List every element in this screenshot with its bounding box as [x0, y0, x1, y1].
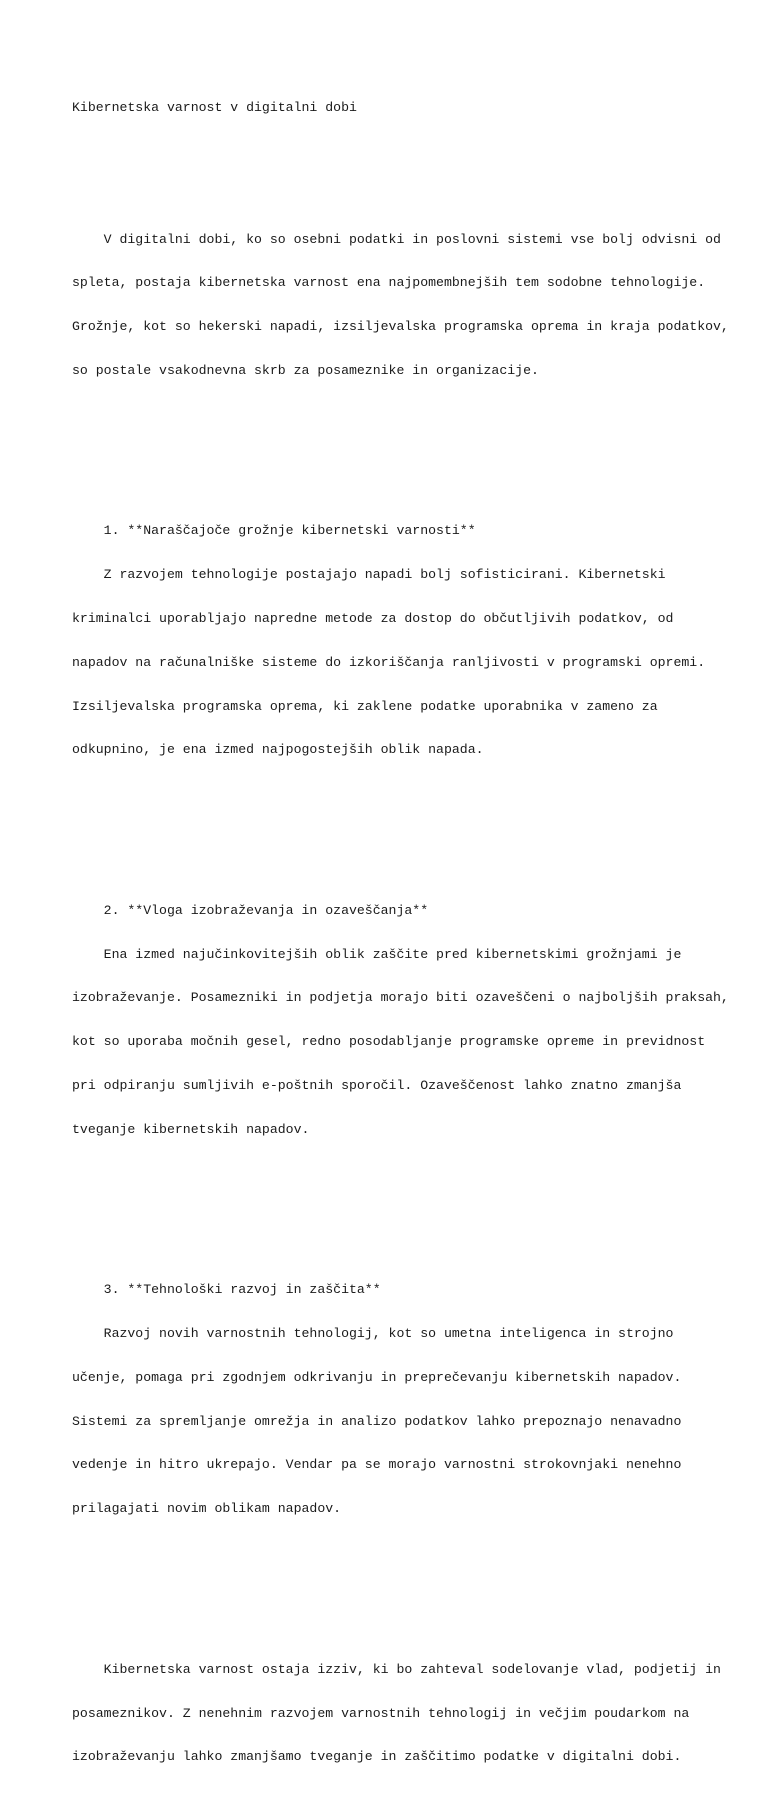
- text-line: Grožnje, kot so hekerski napadi, izsiljevalska programska oprema in kraja podatkov,: [72, 319, 729, 335]
- section-1: [72, 495, 712, 787]
- text-line: so postale vsakodnevna skrb za posameznike in organizacije.: [72, 362, 539, 378]
- text-line: odkupnino, je ena izmed najpogostejših oblik napada.: [72, 742, 484, 758]
- text-line: kriminalci uporabljajo napredne metode za dostop do občutljivih podatkov, od: [72, 610, 674, 626]
- text-line: Izsiljevalska programska oprema, ki zaklene podatke uporabnika v zameno za: [72, 698, 658, 714]
- text-line: Z razvojem tehnologije postajajo napadi bolj sofisticirani. Kibernetski: [72, 567, 666, 583]
- text-line: V digitalni dobi, ko so osebni podatki in poslovni sistemi vse bolj odvisni od: [72, 231, 721, 247]
- text-line: Sistemi za spremljanje omrežja in analizo podatkov lahko prepoznajo nenavadno: [72, 1413, 682, 1429]
- conclusion-paragraph: [72, 1634, 721, 1795]
- intro-paragraph: [72, 203, 729, 407]
- spacer: [72, 437, 712, 452]
- text-line: izobraževanju lahko zmanjšamo tveganje in zaščitimo podatke v digitalni dobi.: [72, 1749, 682, 1765]
- text-line: pri odpiranju sumljivih e-poštnih sporočil. Ozaveščenost lahko znatno zmanjša: [72, 1077, 682, 1093]
- document-page: [72, 72, 729, 1809]
- text-line: prilagajati novim oblikam napadov.: [72, 1501, 342, 1517]
- text-line: Ena izmed najučinkovitejših oblik zaščite pred kibernetskimi grožnjami je: [72, 946, 682, 962]
- text-line: izobraževanje. Posamezniki in podjetja morajo biti ozaveščeni o najboljših praksah,: [72, 990, 729, 1006]
- text-line: vedenje in hitro ukrepajo. Vendar pa se morajo varnostni strokovnjaki nenehno: [72, 1457, 682, 1473]
- text-line: posameznikov. Z nenehnim razvojem varnostnih tehnologij in večjim poudarkom na: [72, 1705, 690, 1721]
- text-line: tveganje kibernetskih napadov.: [72, 1121, 310, 1137]
- text-line: kot so uporaba močnih gesel, redno posodabljanje programske opreme in previdnost: [72, 1034, 706, 1050]
- spacer: [72, 145, 712, 160]
- text-line: Razvoj novih varnostnih tehnologij, kot so umetna inteligenca in strojno: [72, 1326, 674, 1342]
- section-2: [72, 875, 729, 1167]
- text-line: napadov na računalniške sisteme do izkoriščanja ranljivosti v programski opremi.: [72, 654, 706, 670]
- text-line: učenje, pomaga pri zgodnjem odkrivanju in preprečevanju kibernetskih napadov.: [72, 1369, 682, 1385]
- section-heading: 3. **Tehnološki razvoj in zaščita**: [72, 1282, 381, 1298]
- spacer: [72, 1196, 712, 1211]
- section-3: [72, 1254, 712, 1546]
- section-heading: 2. **Vloga izobraževanja in ozaveščanja**: [72, 902, 429, 918]
- document-title: Kibernetska varnost v digitalni dobi: [72, 100, 357, 116]
- text-line: spleta, postaja kibernetska varnost ena najpomembnejših tem sodobne tehnologije.: [72, 275, 706, 291]
- spacer: [72, 1575, 712, 1590]
- spacer: [72, 816, 712, 831]
- text-line: Kibernetska varnost ostaja izziv, ki bo zahteval sodelovanje vlad, podjetij in: [72, 1661, 721, 1677]
- section-heading: 1. **Naraščajoče grožnje kibernetski varnosti**: [72, 523, 476, 539]
